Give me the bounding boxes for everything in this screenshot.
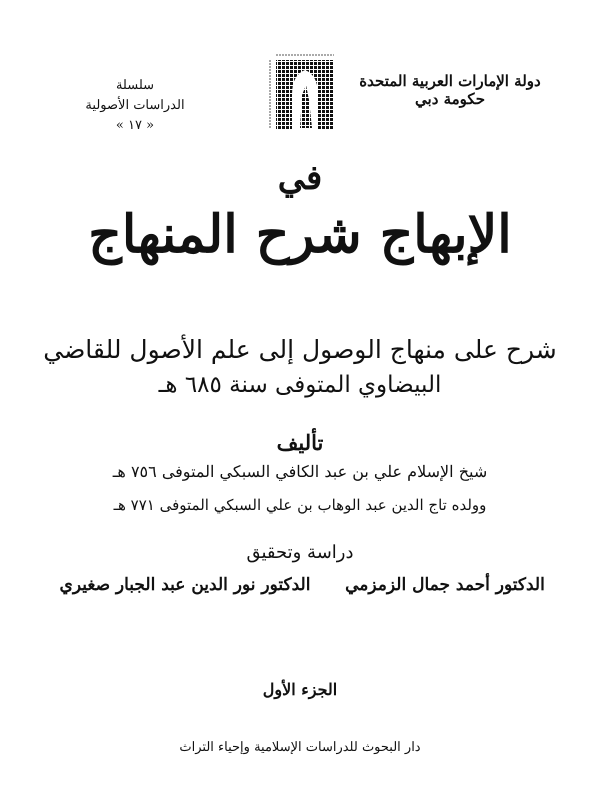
author-2: وولده تاج الدين عبد الوهاب بن علي السبكي المتوفى ٧٧١ هـ xyxy=(113,496,487,514)
subtitle-line2: البيضاوي المتوفى سنة ٦٨٥ هـ xyxy=(158,372,442,398)
volume-label: الجزء الأول xyxy=(262,680,338,699)
government-header xyxy=(355,72,545,108)
series-name: الدراسات الأصولية xyxy=(85,98,185,113)
country-name: دولة الإمارات العربية المتحدة xyxy=(359,72,541,90)
title-fi: في xyxy=(277,158,323,198)
editors-label: دراسة وتحقيق xyxy=(246,542,354,563)
subtitle-line1: شرح على منهاج الوصول إلى علم الأصول للقاضي xyxy=(43,335,557,364)
government-name: حكومة دبي xyxy=(415,90,485,108)
author-1: شيخ الإسلام علي بن عبد الكافي السبكي المتوفى ٧٥٦ هـ xyxy=(112,462,488,481)
book-title: الإبهاج شرح المنهاج xyxy=(88,204,512,265)
series-label: سلسلة xyxy=(115,78,155,93)
editor-2: الدكتور نور الدين عبد الجبار صغيري xyxy=(59,575,311,595)
series-number: « ١٧ » xyxy=(115,118,155,133)
editor-1: الدكتور أحمد جمال الزمزمي xyxy=(345,575,545,595)
authorship-label: تأليف xyxy=(276,430,324,455)
publisher-name: دار البحوث للدراسات الإسلامية وإحياء التراث xyxy=(179,740,421,755)
series-info xyxy=(60,76,210,136)
publisher-logo xyxy=(262,50,346,134)
